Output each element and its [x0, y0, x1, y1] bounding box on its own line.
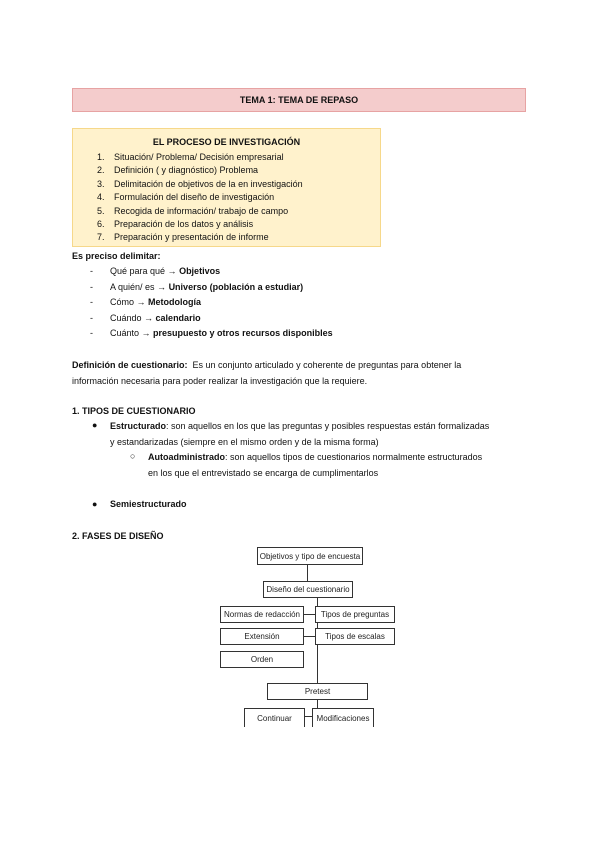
bullet-dot: ●	[92, 499, 98, 509]
definition-term: Definición de cuestionario:	[72, 360, 188, 370]
diagram-box-diseno: Diseño del cuestionario	[263, 581, 353, 598]
process-item: 3. Delimitación de objetivos de la en investigación	[97, 178, 303, 189]
process-item: 7. Preparación y presentación de informe	[97, 232, 269, 243]
bullet-dot: ●	[92, 420, 98, 430]
section2-heading: 2. FASES DE DISEÑO	[72, 531, 164, 541]
structured-item: Estructurado: son aquellos en los que las preguntas y posibles respuestas están formalizadas y estandarizadas (siempre en el mismo orden y de la misma forma)	[110, 421, 490, 447]
diagram-box-pretest: Pretest	[267, 683, 368, 700]
diagram-box-orden: Orden	[220, 651, 304, 668]
process-title: EL PROCESO DE INVESTIGACIÓN	[152, 137, 301, 147]
connector-line	[307, 565, 308, 581]
diagram-box-objetivos: Objetivos y tipo de encuesta	[257, 547, 363, 565]
diagram-box-normas: Normas de redacción	[220, 606, 304, 623]
diagram-box-tipos-preguntas: Tipos de preguntas	[315, 606, 395, 623]
delimit-item: - Cuánto → presupuesto y otros recursos disponibles	[90, 328, 333, 338]
delimit-heading: Es preciso delimitar:	[72, 251, 161, 261]
self-admin-item: Autoadministrado: son aquellos tipos de cuestionarios normalmente estructurados en los que el entrevistado se encarga de cumplimentarlos	[148, 452, 483, 478]
diagram-box-modificaciones: Modificaciones	[312, 708, 374, 727]
design-phases-diagram	[200, 543, 400, 727]
process-box	[72, 128, 381, 247]
diagram-box-extension: Extensión	[220, 628, 304, 645]
process-list	[97, 151, 303, 245]
delimit-item: - Cuándo → calendario	[90, 313, 201, 323]
process-item: 1. Situación/ Problema/ Decisión empresarial	[97, 152, 284, 162]
semi-item: Semiestructurado	[110, 499, 187, 509]
process-item: 4. Formulación del diseño de investigación	[97, 192, 275, 203]
process-item: 2. Definición ( y diagnóstico) Problema	[97, 165, 259, 176]
diagram-box-tipos-escalas: Tipos de escalas	[315, 628, 395, 645]
sub-bullet-circle: ○	[130, 451, 136, 461]
process-item: 6. Preparación de los datos y análisis	[97, 218, 254, 229]
process-item: 5. Recogida de información/ trabajo de campo	[97, 205, 289, 216]
delimit-item: - Qué para qué → Objetivos	[90, 266, 221, 276]
title-text: TEMA 1: TEMA DE REPASO	[239, 95, 359, 105]
section1-heading: 1. TIPOS DE CUESTIONARIO	[72, 406, 196, 416]
page-title	[72, 88, 526, 112]
definition-paragraph: Definición de cuestionario: Es un conjunto articulado y coherente de preguntas para obtener la información necesaria para poder realizar la investigación que la requiere.	[72, 360, 462, 386]
delimit-item: - A quién/ es → Universo (población a estudiar)	[90, 282, 304, 292]
delimit-item: - Cómo → Metodología	[90, 297, 202, 307]
diagram-box-continuar: Continuar	[244, 708, 305, 727]
